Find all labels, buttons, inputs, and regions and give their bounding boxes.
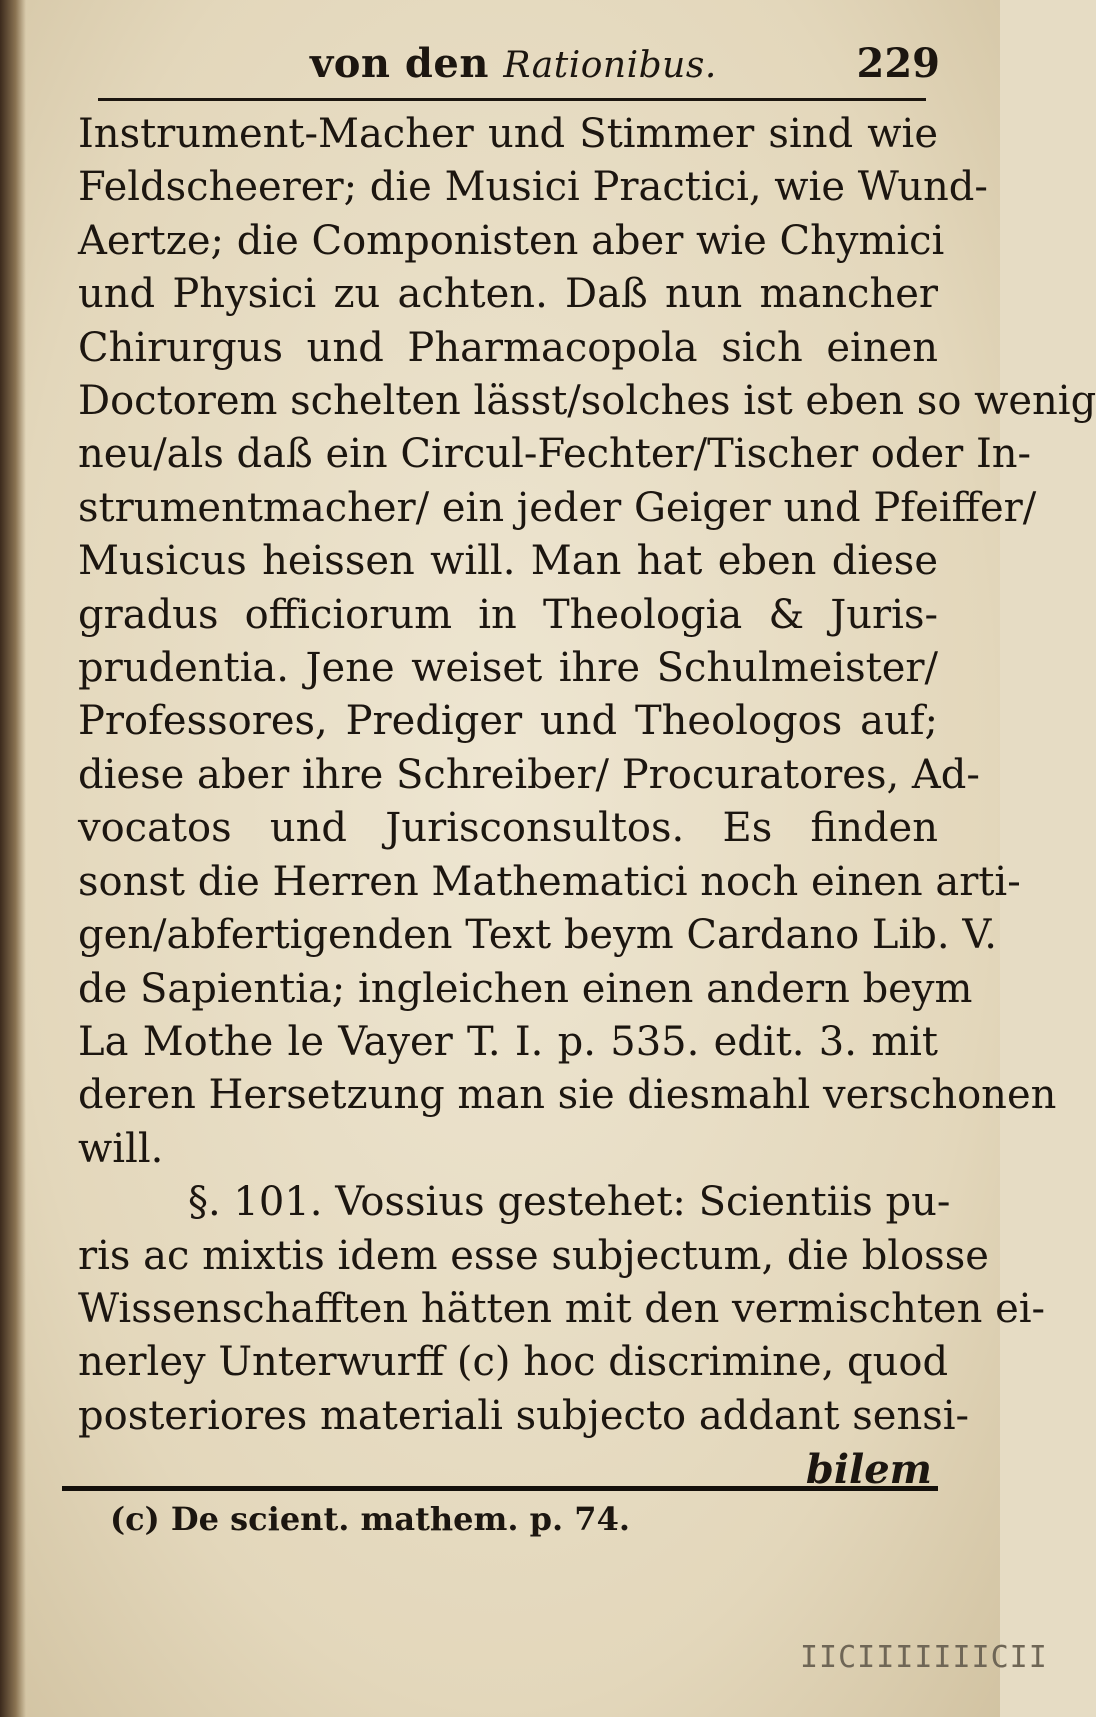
text-line: Aertze; die Componisten aber wie Chymici (78, 217, 945, 264)
text-line: nerley Unterwurff (c) hoc discrimine, quod (78, 1339, 949, 1386)
text-line: neu/als daß ein Circul-Fechter/Tischer oder In- (78, 431, 1032, 478)
text-line: strumentmacher/ ein jeder Geiger und Pfeiffer/ (78, 484, 1037, 531)
page-header (250, 40, 940, 100)
text-line: Doctorem schelten lässt/solches ist eben so wenig (78, 378, 1096, 425)
text-line: und Physici zu achten. Daß nun mancher (78, 271, 938, 318)
text-line: sonst die Herren Mathematici noch einen arti- (78, 858, 1021, 905)
text-line: gradus officiorum in Theologia & Juris- (78, 591, 938, 638)
text-line: prudentia. Jene weiset ihre Schulmeister/ (78, 645, 938, 692)
text-line: will. (78, 1125, 164, 1172)
text-line: La Mothe le Vayer T. I. p. 535. edit. 3. mit (78, 1018, 938, 1065)
footnote-rule (62, 1486, 938, 1491)
text-line: de Sapientia; ingleichen einen andern beym (78, 965, 973, 1012)
text-line: Wissenschafften hätten mit den vermischten ei- (78, 1285, 1046, 1332)
text-line: diese aber ihre Schreiber/ Procuratores, Ad- (78, 751, 980, 798)
text-line: ris ac mixtis idem esse subjectum, die blosse (78, 1232, 989, 1279)
text-line: Professores, Prediger und Theologos auf; (78, 698, 938, 745)
running-head (310, 40, 717, 87)
main-text (78, 108, 1096, 1497)
running-head-latin: Rationibus. (503, 45, 717, 86)
margin-mark: IICIIIIIIICII (800, 1640, 1048, 1675)
page-binding-edge (0, 0, 26, 1717)
text-line: vocatos und Jurisconsultos. Es finden (78, 805, 938, 852)
text-line: gen/abfertigenden Text beym Cardano Lib. V. (78, 912, 997, 959)
catchword: bilem (805, 1446, 932, 1494)
header-rule (98, 98, 926, 101)
text-line: deren Hersetzung man sie diesmahl verschonen (78, 1072, 1057, 1119)
text-line: Chirurgus und Pharmacopola sich einen (78, 324, 938, 371)
text-line: Feldscheerer; die Musici Practici, wie Wund- (78, 164, 988, 211)
text-line: Instrument-Macher und Stimmer sind wie (78, 111, 938, 157)
text-line: posteriores materiali subjecto addant sensi- (78, 1392, 970, 1439)
page-number: 229 (856, 40, 940, 87)
paragraph-start-line: §. 101. Vossius gestehet: Scientiis pu- (188, 1179, 951, 1226)
text-line: Musicus heissen will. Man hat eben diese (78, 538, 938, 585)
running-head-prefix: von den (310, 40, 489, 87)
footnote: (c) De scient. mathem. p. 74. (110, 1500, 630, 1538)
